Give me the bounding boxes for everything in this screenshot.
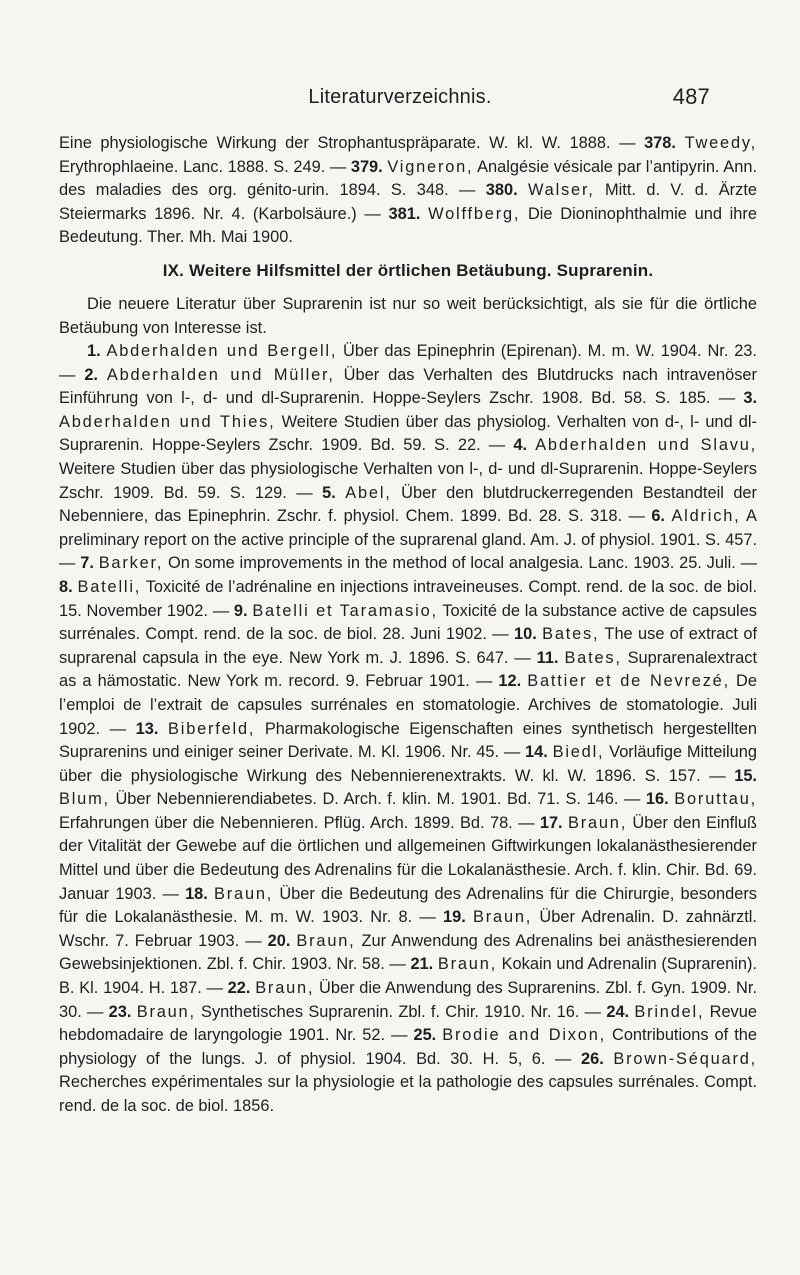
reference-author: Braun,: [255, 979, 315, 998]
reference-author: Brown-Séquard,: [613, 1049, 757, 1068]
reference-author: Tweedy,: [684, 134, 757, 152]
reference-author: Batelli et Taramasio,: [252, 601, 438, 620]
reference-text: Über den Einfluß der Vitalität der Gewebe auf die örtlichen und allgemeinen Giftwirkungen lokalanästhesierender Mittel und über die Bedeutung des Adrenalins für die Lokalanästhesie. Arch. f. klin. Chir. Bd. 69. Januar 1903. —: [59, 813, 757, 903]
reference-author: Wolffberg,: [428, 204, 521, 223]
reference-number: 5.: [322, 483, 336, 502]
reference-author: Bates,: [542, 625, 600, 644]
reference-text: Contributions of the physiology of the lungs. J. of physiol. 1904. Bd. 30. H. 5, 6. —: [59, 1026, 757, 1068]
reference-number: 380.: [485, 181, 518, 200]
reference-author: Biedl,: [552, 743, 605, 762]
reference-number: 23.: [108, 1002, 132, 1021]
page-number: 487: [672, 84, 710, 109]
reference-text: Revue hebdomadaire de laryngologie 1901. Nr. 52. —: [59, 1002, 757, 1045]
reference-text: Recherches expérimentales sur la physiologie et la pathologie des capsules surrénales. Compt. rend. de la soc. de biol. 1856.: [59, 1073, 757, 1115]
reference-text: Erythrophlaeine. Lanc. 1888. S. 249. —: [59, 157, 351, 176]
reference-text: Über die Anwendung des Suprarenins. Zbl. f. Gyn. 1909. Nr. 30. —: [59, 979, 757, 1021]
reference-number: 18.: [185, 884, 208, 903]
continued-references: [59, 132, 757, 250]
reference-author: Blum,: [59, 790, 110, 809]
reference-text: De l’emploi de l’extrait de capsules surrénales en stomatologie. Archives de stomatologie. Juli 1902. —: [59, 672, 757, 738]
running-head: [0, 86, 800, 116]
reference-text: Analgésie vésicale par l’antipyrin. Ann. des maladies des org. génito-urin. 1894. S. 348. —: [59, 157, 757, 200]
reference-text: Pharmakologische Eigenschaften eines synthetisch hergestellten Suprarenins und einiger seiner Derivate. M. Kl. 1906. Nr. 45. —: [59, 719, 758, 762]
reference-author: Braun,: [296, 931, 356, 950]
reference-text: Weitere Studien über das physiolog. Verhalten von d-, l- und dl-Suprarenin. Hoppe-Seylers Zschr. 1909. Bd. 59. S. 22. —: [59, 412, 757, 455]
reference-author: Braun,: [136, 1002, 196, 1021]
reference-text: Vorläufige Mitteilung über die physiologische Wirkung des Nebennierenextrakts. W. kl. W. 1896. S. 157. —: [59, 743, 757, 785]
reference-number: 14.: [525, 743, 548, 762]
reference-number: 12.: [498, 672, 522, 691]
reference-text: Toxicité de la substance active de capsules surrénales. Compt. rend. de la soc. de biol. 28. Juni 1902. —: [59, 601, 758, 644]
reference-text: Synthetisches Suprarenin. Zbl. f. Chir. 1910. Nr. 16. —: [195, 1002, 607, 1021]
reference-author: Braun,: [473, 908, 533, 927]
reference-text: The use of extract of suprarenal capsula in the eye. New York m. J. 1896. S. 647. —: [59, 625, 757, 667]
reference-author: Braun,: [437, 955, 497, 974]
reference-text: Über Adrenalin. D. zahnärztl. Wschr. 7. Februar 1903. —: [59, 908, 757, 950]
reference-text: Eine physiologische Wirkung der Strophantuspräparate. W. kl. W. 1888. —: [59, 134, 645, 152]
reference-number: 2.: [84, 365, 98, 384]
reference-number: 10.: [513, 625, 537, 644]
reference-text: On some improvements in the method of local analgesia. Lanc. 1903. 25. Juli. —: [163, 554, 758, 573]
reference-number: 378.: [644, 134, 676, 152]
reference-text: Über das Verhalten des Blutdrucks nach intravenöser Einführung von l-, d- und dl-Suprarenin. Hoppe-Seylers Zschr. 1908. Bd. 58. S. 185. —: [59, 365, 757, 408]
reference-number: 20.: [267, 931, 291, 950]
reference-number: 26.: [580, 1049, 604, 1068]
reference-text: Zur Anwendung des Adrenalins bei anästhesierenden Gewebsinjektionen. Zbl. f. Chir. 1903. Nr. 58. —: [59, 931, 757, 974]
reference-author: Braun,: [214, 884, 274, 903]
reference-text: Über Nebennierendiabetes. D. Arch. f. klin. M. 1901. Bd. 71. S. 146. —: [109, 790, 646, 809]
reference-text: Suprarenalextract as a hämostatic. New York m. record. 9. Februar 1901. —: [59, 648, 757, 691]
reference-number: 379.: [350, 157, 383, 176]
reference-number: 24.: [606, 1002, 630, 1021]
reference-author: Vigneron,: [387, 157, 474, 176]
reference-number: 8.: [59, 577, 73, 596]
reference-author: Abderhalden und Thies,: [59, 412, 276, 431]
reference-text: Die Dioninophthalmie und ihre Bedeutung. Ther. Mh. Mai 1900.: [59, 204, 757, 247]
reference-number: 11.: [536, 648, 559, 667]
reference-author: Biberfeld,: [168, 719, 256, 738]
reference-author: Abderhalden und Müller,: [106, 365, 335, 384]
reference-text: Weitere Studien über das physiologische Verhalten von l-, d- und dl-Suprarenin. Hoppe-Seylers Zschr. 1909. Bd. 59. S. 129. —: [59, 459, 757, 502]
reference-number: 17.: [539, 813, 563, 832]
reference-text: Kokain und Adrenalin (Suprarenin). B. Kl. 1904. H. 187. —: [59, 955, 757, 998]
reference-author: Abderhalden und Slavu,: [535, 436, 757, 455]
reference-entry: [59, 366, 757, 408]
section-intro: Die neuere Literatur über Suprarenin ist nur so weit berücksichtigt, als sie für die örtliche Betäubung von Interesse ist.: [59, 295, 757, 337]
reference-number: 7.: [80, 554, 94, 573]
reference-entry: [59, 134, 644, 152]
reference-number: 13.: [135, 719, 159, 738]
reference-number: 6.: [651, 507, 665, 526]
reference-number: 21.: [410, 955, 434, 974]
reference-text: A preliminary report on the active principle of the suprarenal gland. Am. J. of physiol. 1901. S. 457. —: [59, 507, 757, 573]
reference-number: 15.: [734, 766, 757, 785]
reference-author: Brindel,: [634, 1002, 705, 1021]
reference-text: Mitt. d. V. d. Ärzte Steiermarks 1896. Nr. 4. (Karbolsäure.) —: [59, 181, 757, 223]
reference-number: 1.: [87, 342, 101, 360]
reference-number: 25.: [413, 1026, 437, 1045]
reference-number: 381.: [388, 204, 421, 223]
reference-text: Erfahrungen über die Nebennieren. Pflüg. Arch. 1899. Bd. 78. —: [59, 813, 540, 832]
reference-text: Über die Bedeutung des Adrenalins für die Chirurgie, besonders für die Lokalanästhesie. M. m. W. 1903. Nr. 8. —: [59, 884, 758, 927]
reference-author: Boruttau,: [674, 790, 757, 809]
reference-author: Batelli,: [77, 577, 142, 596]
reference-text: Toxicité de l’adrénaline en injections intraveineuses. Compt. rend. de la soc. de biol. 15. November 1902. —: [59, 577, 757, 620]
reference-list: [59, 340, 757, 1119]
reference-number: 19.: [443, 908, 466, 927]
reference-author: Aldrich,: [671, 507, 741, 526]
reference-author: Battier et de Nevrezé,: [527, 672, 730, 691]
reference-text: Über das Epinephrin (Epirenan). M. m. W. 1904. Nr. 23. —: [59, 342, 757, 384]
reference-author: Abel,: [345, 483, 392, 502]
reference-author: Bates,: [564, 648, 622, 667]
reference-entry: [80, 554, 757, 572]
reference-number: 16.: [645, 790, 669, 809]
reference-author: Barker,: [98, 554, 164, 573]
reference-author: Walser,: [528, 181, 595, 200]
reference-text: Über den blutdruckerregenden Bestandteil der Nebenniere, das Epinephrin. Zschr. f. physiol. Chem. 1899. Bd. 28. S. 318. —: [59, 483, 758, 526]
reference-number: 3.: [743, 389, 757, 408]
section-heading: IX. Weitere Hilfsmittel der örtlichen Betäubung. Suprarenin.: [162, 261, 654, 280]
reference-entry: [109, 1003, 607, 1021]
reference-author: Brodie and Dixon,: [442, 1026, 606, 1045]
reference-number: 9.: [233, 601, 248, 620]
reference-number: 22.: [227, 979, 251, 998]
reference-author: Abderhalden und Bergell,: [106, 342, 338, 360]
reference-number: 4.: [513, 436, 528, 455]
reference-author: Braun,: [567, 813, 628, 832]
running-title: Literaturverzeichnis.: [308, 86, 492, 108]
